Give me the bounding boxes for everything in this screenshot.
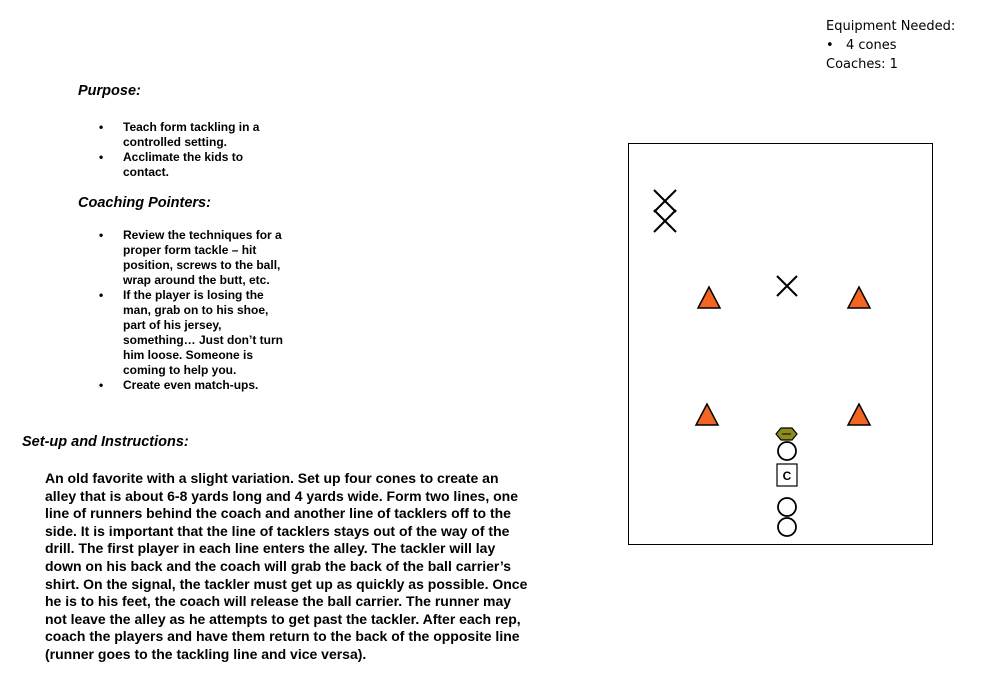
instruction-line: down on his back and the coach will grab the back of the ball carrier’s: [45, 557, 511, 574]
setup-heading: Set-up and Instructions:: [22, 434, 189, 450]
tackler-x-icon: [654, 210, 676, 232]
list-line: contact.: [123, 165, 170, 179]
coach-label: C: [782, 469, 792, 483]
list-line: • Teach form tackling in a: [123, 120, 260, 134]
list-line: • Create even match-ups.: [123, 378, 259, 392]
list-line: part of his jersey,: [123, 318, 222, 332]
instruction-line: he is to his feet, the coach will release the ball carrier. The runner may: [45, 593, 512, 610]
list-line: proper form tackle – hit: [123, 243, 257, 257]
instruction-line: (runner goes to the tackling line and vice versa).: [45, 645, 367, 662]
list-line: wrap around the butt, etc.: [123, 273, 270, 287]
runner-icon: [778, 442, 796, 460]
list-line: him loose. Someone is: [123, 348, 254, 362]
list-line: • If the player is losing the: [123, 288, 264, 302]
list-line: coming to help you.: [123, 363, 237, 377]
instruction-line: line of runners behind the coach and another line of tacklers off to the: [45, 505, 511, 522]
list-line: man, grab on to his shoe,: [123, 303, 269, 317]
list-line: • Review the techniques for a: [123, 228, 282, 242]
runner-icon: [778, 518, 796, 536]
list-line: something… Just don’t turn: [123, 333, 283, 347]
coaches-count: Coaches: 1: [826, 57, 898, 72]
list-line: • Acclimate the kids to: [123, 150, 244, 164]
runner-icon: [778, 498, 796, 516]
equipment-item-text: 4 cones: [846, 38, 897, 53]
bullet-icon: •: [826, 38, 834, 53]
coaching-pointers-heading: Coaching Pointers:: [78, 195, 211, 211]
tackler-x-icon: [654, 190, 676, 212]
equipment-heading: Equipment Needed:: [826, 19, 956, 34]
cone-icon: [698, 287, 720, 308]
instruction-line: An old favorite with a slight variation. Set up four cones to create an: [45, 470, 499, 486]
instruction-line: shirt. On the signal, the tackler must get up as quickly as possible. Once: [45, 575, 528, 592]
instruction-line: not leave the alley as he attempts to get past the tackler. After each rep,: [45, 610, 521, 627]
cone-icon: [848, 287, 870, 308]
instruction-line: drill. The first player in each line enters the alley. The tackler will lay: [45, 540, 496, 557]
instruction-line: alley that is about 6-8 yards long and 4 yards wide. Form two lines, one: [45, 487, 518, 504]
tackler-x-icon: [777, 276, 797, 296]
list-line: controlled setting.: [123, 135, 228, 149]
cone-icon: [848, 404, 870, 425]
list-line: position, screws to the ball,: [123, 258, 281, 272]
purpose-heading: Purpose:: [78, 83, 141, 99]
cone-icon: [696, 404, 718, 425]
instruction-line: coach the players and have them return to the back of the opposite line: [45, 628, 520, 645]
instruction-line: side. It is important that the line of tacklers stays out of the way of the: [45, 522, 510, 539]
